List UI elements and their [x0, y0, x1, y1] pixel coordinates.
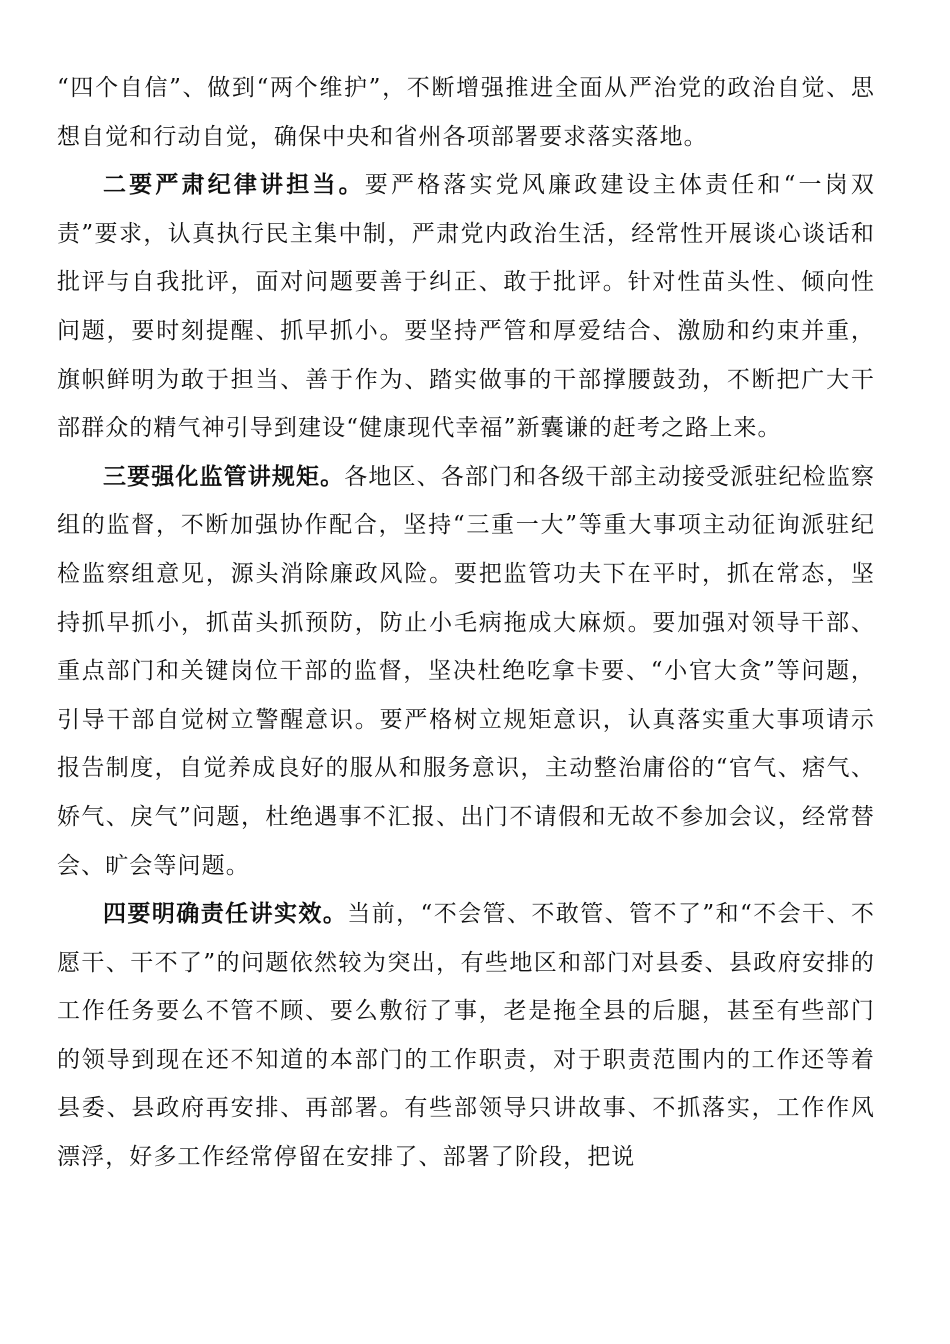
paragraph-text: 要严格落实党风廉政建设主体责任和“一岗双责”要求，认真执行民主集中制，严肃党内政治生活，经常性开展谈心谈话和批评与自我批评，面对问题要善于纠正、敢于批评。针对性苗头性、倾向性问题，要时刻提醒、抓早抓小。要坚持严管和厚爱结合、激励和约束并重，旗帜鲜明为敢于担当、善于作为、踏实做事的干部撑腰鼓劲，不断把广大干部群众的精气神引导到建设“健康现代幸福”新囊谦的赶考之路上来。 — [57, 172, 876, 442]
paragraph-text: 当前，“不会管、不敢管、管不了”和“不会干、不愿干、干不了”的问题依然较为突出，有些地区和部门对县委、县政府安排的工作任务要么不管不顾、要么敷衍了事，老是拖全县的后腿，甚至有些部门的领导到现在还不知道的本部门的工作职责，对于职责范围内的工作还等着县委、县政府再安排、再部署。有些部领导只讲故事、不抓落实，工作作风漂浮，好多工作经常停留在安排了、部署了阶段，把说 — [57, 901, 876, 1171]
paragraph-section-four — [57, 890, 875, 1182]
document-body — [57, 64, 875, 1182]
paragraph-continuation — [57, 64, 875, 161]
paragraph-section-two — [57, 161, 875, 453]
section-heading: 四要明确责任讲实效。 — [103, 901, 348, 928]
paragraph-section-three — [57, 453, 875, 890]
section-heading: 二要严肃纪律讲担当。 — [103, 172, 365, 199]
paragraph-text: 各地区、各部门和各级干部主动接受派驻纪检监察组的监督，不断加强协作配合，坚持“三重一大”等重大事项主动征询派驻纪检监察组意见，源头消除廉政风险。要把监管功夫下在平时，抓在常态，坚持抓早抓小，抓苗头抓预防，防止小毛病拖成大麻烦。要加强对领导干部、重点部门和关键岗位干部的监督，坚决杜绝吃拿卡要、“小官大贪”等问题，引导干部自觉树立警醒意识。要严格树立规矩意识，认真落实重大事项请示报告制度，自觉养成良好的服从和服务意识，主动整治庸俗的“官气、痞气、娇气、戾气”问题，杜绝遇事不汇报、出门不请假和无故不参加会议，经常替会、旷会等问题。 — [57, 463, 876, 879]
section-heading: 三要强化监管讲规矩。 — [103, 463, 345, 490]
paragraph-text: “四个自信”、做到“两个维护”，不断增强推进全面从严治党的政治自觉、思想自觉和行动自觉，确保中央和省州各项部署要求落实落地。 — [57, 75, 875, 150]
